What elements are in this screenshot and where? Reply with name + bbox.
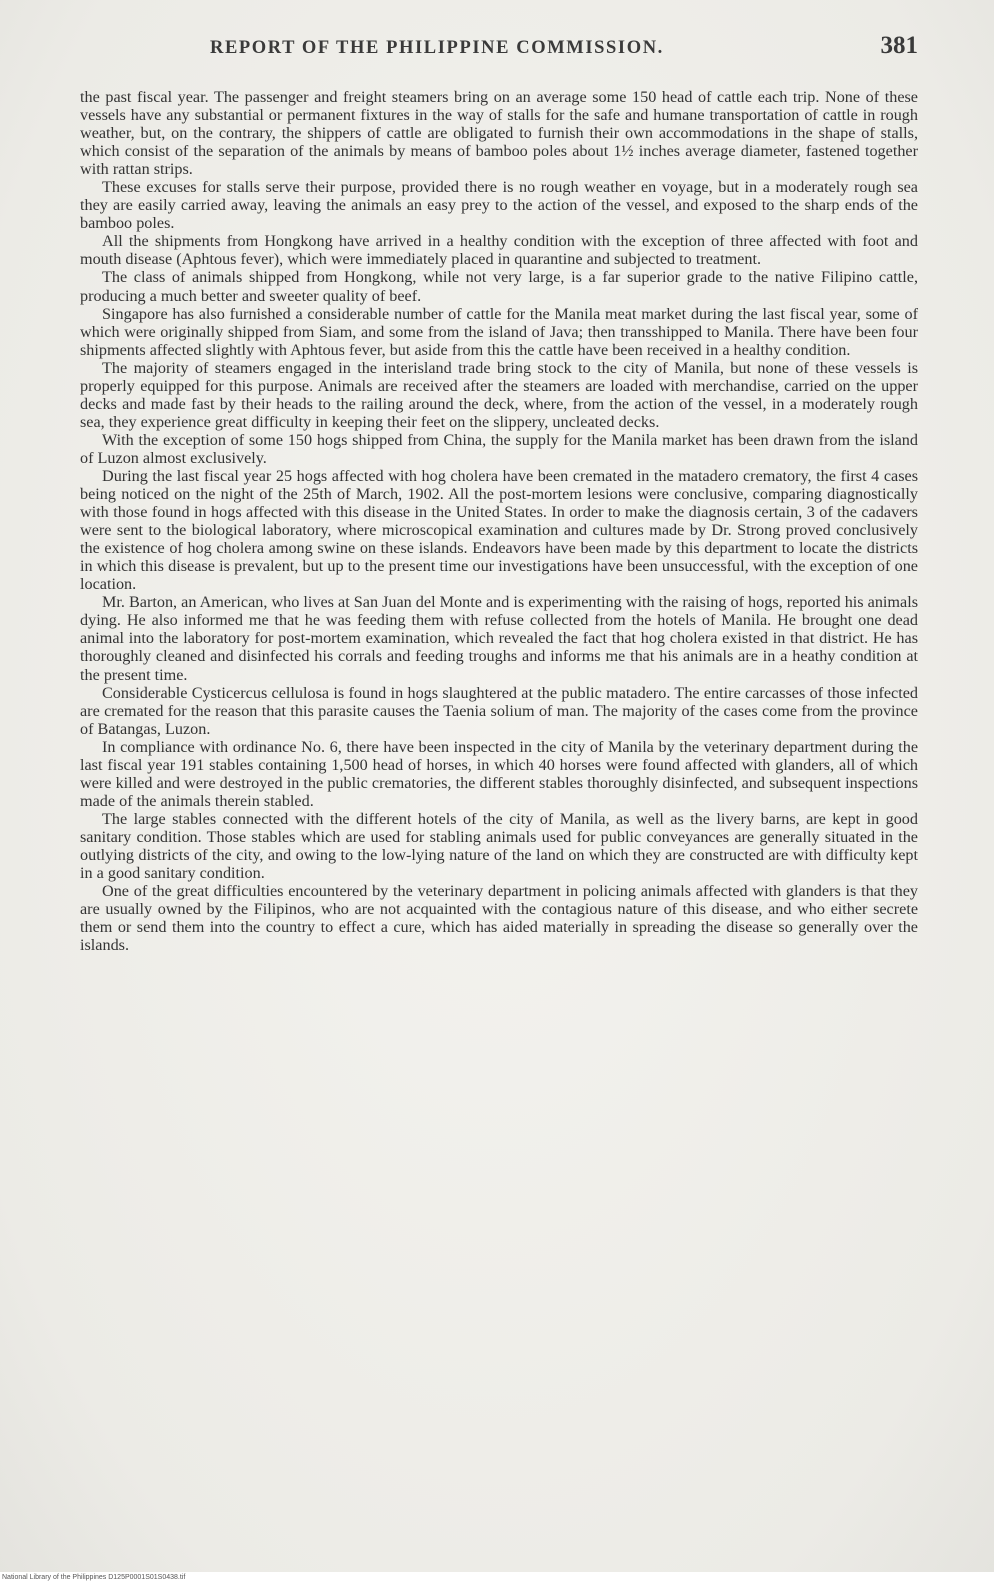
page-number: 381 [880,32,918,59]
paragraph: The majority of steamers engaged in the interisland trade bring stock to the city of Manila, but none of these vessels is properly equipped for this purpose. Animals are received after the steamers are loaded with merchandise, carried on the upper decks and made fast by their heads to the railing around the deck, where, from the action of the vessel, in a moderately rough sea, they experience great difficulty in keeping their feet on the slippery, uncleated decks. [80,358,918,431]
page-header [78,32,918,66]
scan-label: National Library of the Philippines D125P0001S01S0438.tif [2,1574,186,1581]
paragraph: Considerable Cysticercus cellulosa is found in hogs slaughtered at the public matadero. The entire carcasses of those infected are cremated for the reason that this parasite causes the Taenia solium of man. The majority of the cases come from the province of Batangas, Luzon. [80,683,918,738]
paragraph: One of the great difficulties encountered by the veterinary department in policing animals affected with glanders is that they are usually owned by the Filipinos, who are not acquainted with the contagious nature of this disease, and who either secrete them or send them into the country to effect a cure, which has aided materially in spreading the disease so generally over the islands. [80,882,918,955]
paragraph: All the shipments from Hongkong have arrived in a healthy condition with the exception of three affected with foot and mouth disease (Aphtous fever), which were immediately placed in quarantine and subjected to treatment. [80,232,918,269]
body-text [80,88,918,954]
scan-footer [0,1572,994,1583]
paragraph: These excuses for stalls serve their purpose, provided there is no rough weather en voyage, but in a moderately rough sea they are easily carried away, leaving the animals an easy prey to the action of the vessel, and exposed to the sharp ends of the bamboo poles. [80,178,918,233]
paragraph: Mr. Barton, an American, who lives at San Juan del Monte and is experimenting with the raising of hogs, reported his animals dying. He also informed me that he was feeding them with refuse collected from the hotels of Manila. He brought one dead animal into the laboratory for post-mortem examination, which revealed the fact that hog cholera existed in that district. He has thoroughly cleaned and disinfected his corrals and feeding troughs and informs me that his animals are in a heathy condition at the present time. [80,593,918,684]
running-head: REPORT OF THE PHILIPPINE COMMISSION. [210,38,664,58]
paragraph: the past fiscal year. The passenger and freight steamers bring on an average some 150 head of cattle each trip. None of these vessels have any substantial or permanent fixtures in the way of stalls for the safe and humane transportation of cattle in rough weather, but, on the contrary, the shippers of cattle are obligated to furnish their own accommodations in the shape of stalls, which consist of the separation of the animals by means of bamboo poles about 1½ inches average diameter, fastened together with rattan strips. [80,88,918,179]
paragraph: During the last fiscal year 25 hogs affected with hog cholera have been cremated in the matadero crematory, the first 4 cases being noticed on the night of the 25th of March, 1902. All the post-mortem lesions were conclusive, comparing diagnostically with those found in hogs affected with this disease in the United States. In order to make the diagnosis certain, 3 of the cadavers were sent to the biological laboratory, where microscopical examination and cultures made by Dr. Strong proved conclusively the existence of hog cholera among swine on these islands. Endeavors have been made by this department to locate the districts in which this disease is prevalent, but up to the present time our investigations have been unsuccessful, with the exception of one location. [80,466,918,594]
paragraph: Singapore has also furnished a considerable number of cattle for the Manila meat market during the last fiscal year, some of which were originally shipped from Siam, and some from the island of Java; then transshipped to Manila. There have been four shipments affected slightly with Aphtous fever, but aside from this the cattle have been received in a healthy condition. [80,304,918,359]
paragraph: The large stables connected with the different hotels of the city of Manila, as well as the livery barns, are kept in good sanitary condition. Those stables which are used for stabling animals used for public conveyances are generally situated in the outlying districts of the city, and owing to the low-lying nature of the land on which they are constructed are with difficulty kept in a good sanitary condition. [80,809,918,883]
paragraph: With the exception of some 150 hogs shipped from China, the supply for the Manila market has been drawn from the island of Luzon almost exclusively. [80,430,918,467]
paragraph: The class of animals shipped from Hongkong, while not very large, is a far superior grade to the native Filipino cattle, producing a much better and sweeter quality of beef. [80,268,918,305]
paragraph: In compliance with ordinance No. 6, there have been inspected in the city of Manila by the veterinary department during the last fiscal year 191 stables containing 1,500 head of horses, in which 40 horses were found affected with glanders, all of which were killed and were destroyed in the public crematories, the different stables thoroughly disinfected, and subsequent inspections made of the animals therein stabled. [80,737,918,810]
